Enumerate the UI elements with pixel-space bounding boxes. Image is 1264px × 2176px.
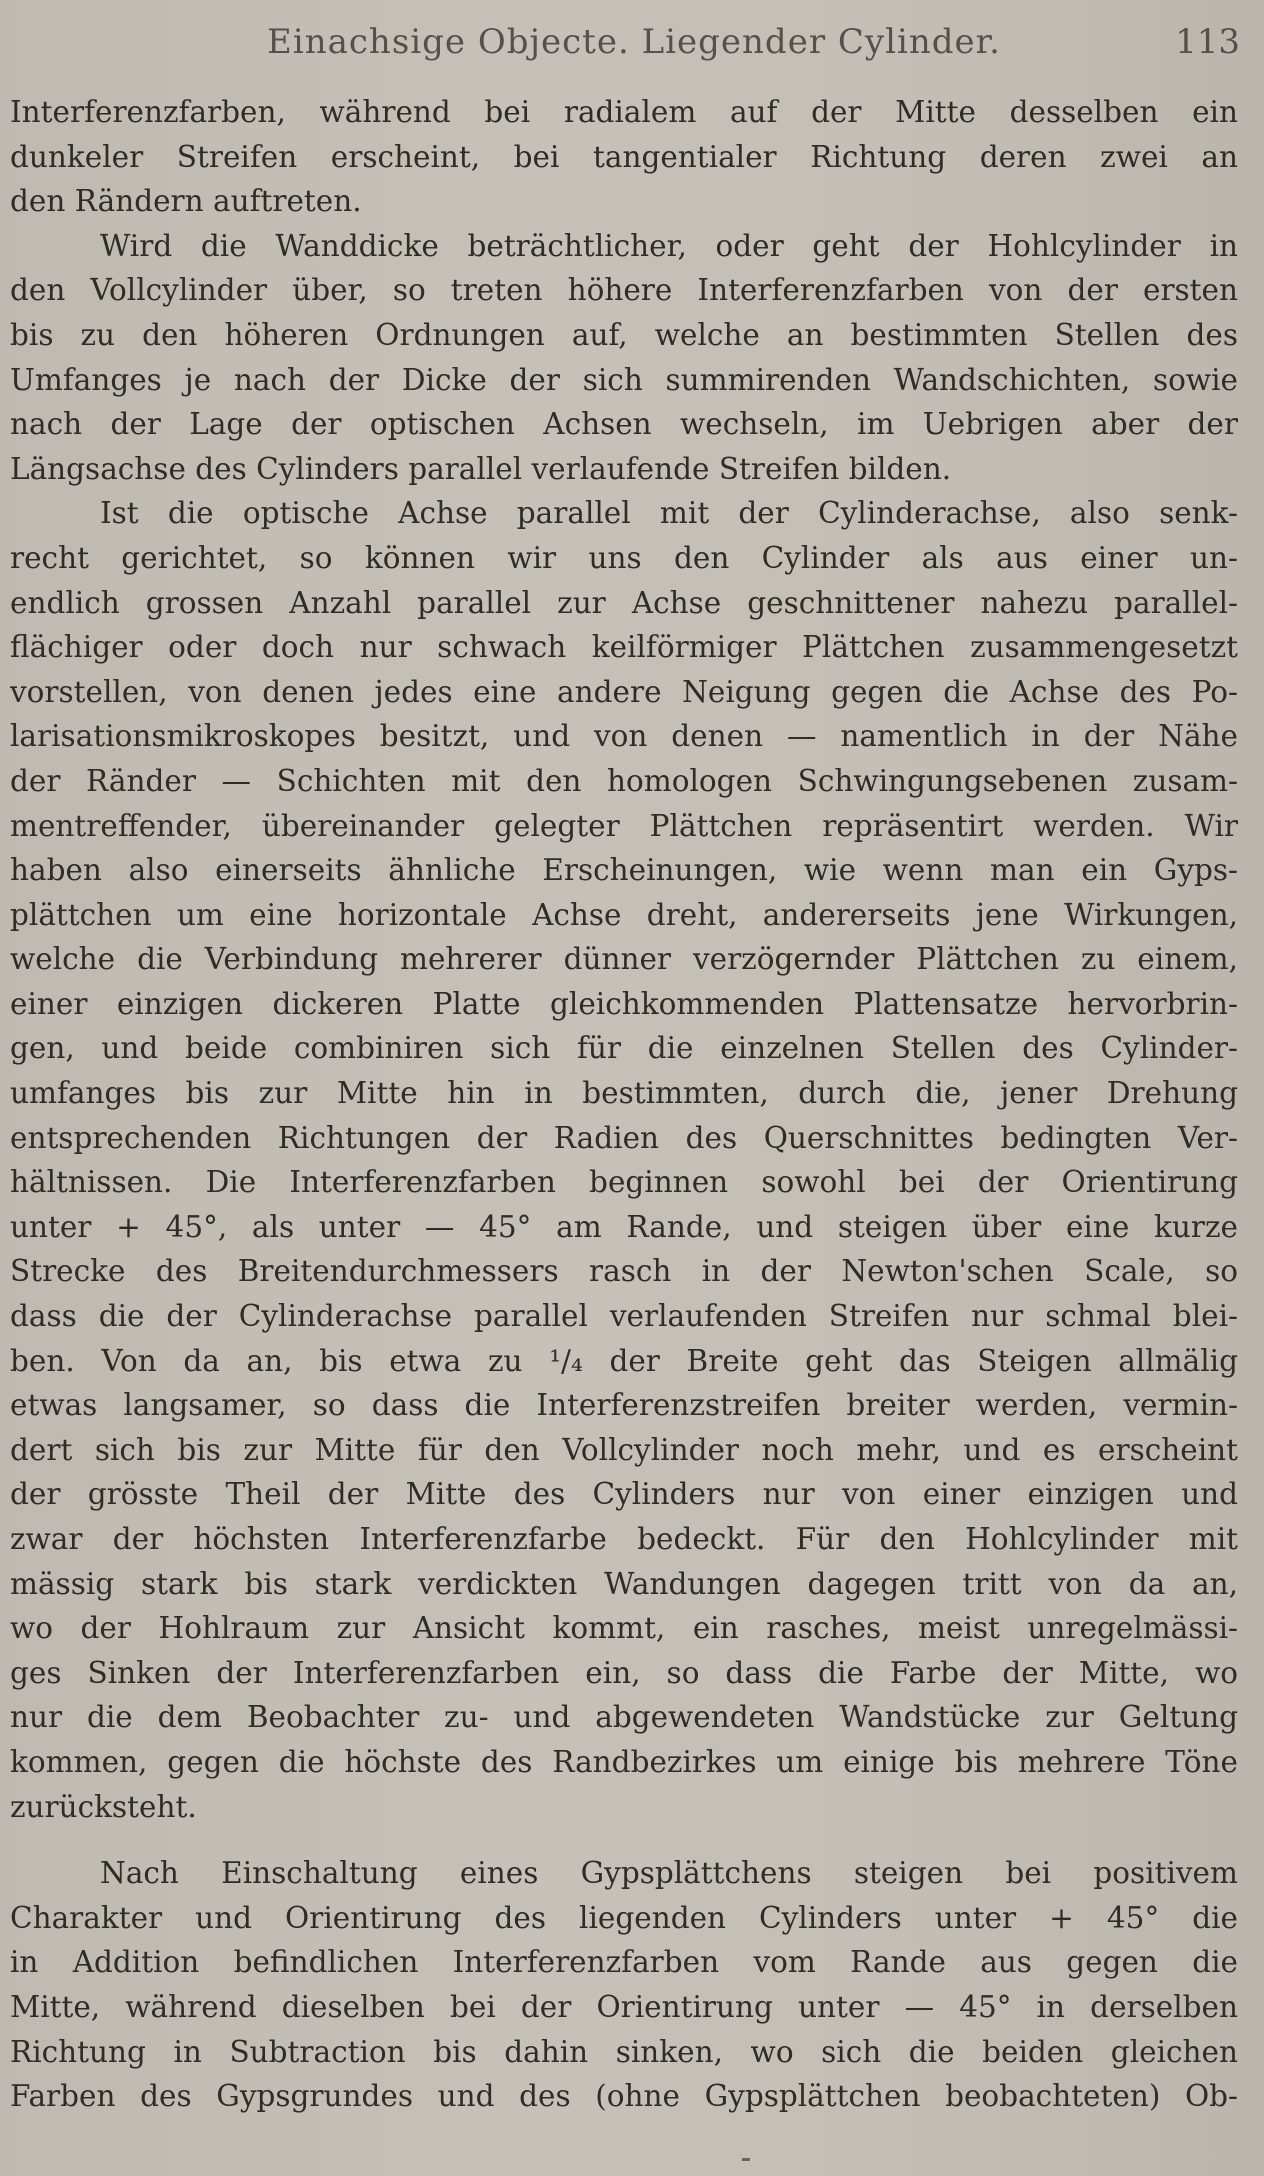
text-line: den Vollcylinder über, so treten höhere Interferenzfarben von der ersten (10, 273, 1238, 308)
print-mark (742, 2158, 750, 2161)
text-line: der grösste Theil der Mitte des Cylinders nur von einer einzigen und (10, 1477, 1238, 1512)
text-line: Ist die optische Achse parallel mit der Cylinderachse, also senk- (100, 496, 1238, 531)
text-line: umfanges bis zur Mitte hin in bestimmten, durch die, jener Drehung (10, 1076, 1238, 1111)
text-line: bis zu den höheren Ordnungen auf, welche an bestimmten Stellen des (10, 317, 1238, 352)
paragraph-gap (10, 1829, 1238, 1851)
body-text (10, 90, 1238, 2119)
text-line: haben also einerseits ähnliche Erscheinungen, wie wenn man ein Gyps- (10, 853, 1238, 888)
text-line: kommen, gegen die höchste des Randbezirkes um einige bis mehrere Töne (10, 1744, 1238, 1779)
text-line: vorstellen, von denen jedes eine andere Neigung gegen die Achse des Po- (10, 674, 1238, 709)
text-line: unter + 45°, als unter — 45° am Rande, und steigen über eine kurze (10, 1209, 1238, 1244)
text-line: wo der Hohlraum zur Ansicht kommt, ein rasches, meist unregelmässi- (10, 1611, 1238, 1646)
text-line: ben. Von da an, bis etwa zu ¹/₄ der Breite geht das Steigen allmälig (10, 1343, 1238, 1378)
text-line: endlich grossen Anzahl parallel zur Achse geschnittener nahezu parallel- (10, 585, 1238, 620)
text-line: Umfanges je nach der Dicke der sich summirenden Wandschichten, sowie (10, 362, 1238, 397)
text-line: ges Sinken der Interferenzfarben ein, so dass die Farbe der Mitte, wo (10, 1655, 1238, 1690)
text-line: Wird die Wanddicke beträchtlicher, oder geht der Hohlcylinder in (100, 228, 1238, 263)
text-line: mässig stark bis stark verdickten Wandungen dagegen tritt von da an, (10, 1566, 1238, 1601)
text-line: zwar der höchsten Interferenzfarbe bedeckt. Für den Hohlcylinder mit (10, 1522, 1238, 1556)
text-line: entsprechenden Richtungen der Radien des Querschnittes bedingten Ver- (10, 1120, 1238, 1155)
text-line: etwas langsamer, so dass die Interferenzstreifen breiter werden, vermin- (10, 1388, 1238, 1423)
text-line: Charakter und Orientirung des liegenden Cylinders unter + 45° die (10, 1900, 1238, 1935)
page-number: 113 (1175, 22, 1240, 62)
text-line: recht gerichtet, so können wir uns den Cylinder als aus einer un- (10, 540, 1238, 575)
text-line: Farben des Gypsgrundes und des (ohne Gypsplättchen beobachteten) Ob- (10, 2079, 1238, 2114)
text-line: Richtung in Subtraction bis dahin sinken, wo sich die beiden gleichen (10, 2034, 1238, 2069)
text-line: nach der Lage der optischen Achsen wechseln, im Uebrigen aber der (10, 407, 1238, 442)
header-title: Einachsige Objecte. Liegender Cylinder. (267, 22, 1001, 62)
text-line: plättchen um eine horizontale Achse dreht, andererseits jene Wirkungen, (10, 897, 1238, 932)
text-line: Strecke des Breitendurchmessers rasch in der Newton'schen Scale, so (10, 1254, 1238, 1289)
text-line: den Rändern auftreten. (10, 184, 362, 219)
text-line: dass die der Cylinderachse parallel verlaufenden Streifen nur schmal blei- (10, 1299, 1238, 1334)
text-line: hältnissen. Die Interferenzfarben beginnen sowohl bei der Orientirung (10, 1165, 1238, 1200)
text-line: Nach Einschaltung eines Gypsplättchens steigen bei positivem (100, 1856, 1238, 1891)
text-line: dunkeler Streifen erscheint, bei tangentialer Richtung deren zwei an (10, 139, 1238, 174)
text-line: Mitte, während dieselben bei der Orientirung unter — 45° in derselben (10, 1989, 1238, 2024)
text-line: einer einzigen dickeren Platte gleichkommenden Plattensatze hervorbrin- (10, 986, 1238, 1021)
text-line: welche die Verbindung mehrerer dünner verzögernder Plättchen zu einem, (10, 942, 1238, 977)
text-line: mentreffender, übereinander gelegter Plättchen repräsentirt werden. Wir (10, 808, 1238, 843)
text-line: zurücksteht. (10, 1789, 197, 1824)
text-line: flächiger oder doch nur schwach keilförmiger Plättchen zusammengesetzt (10, 630, 1238, 665)
text-line: larisationsmikroskopes besitzt, und von denen — namentlich in der Nähe (10, 719, 1238, 754)
text-line: der Ränder — Schichten mit den homologen Schwingungsebenen zusam- (10, 763, 1238, 798)
text-line: gen, und beide combiniren sich für die einzelnen Stellen des Cylinder- (10, 1031, 1238, 1066)
text-line: dert sich bis zur Mitte für den Vollcylinder noch mehr, und es erscheint (10, 1432, 1238, 1467)
text-line: in Addition befindlichen Interferenzfarben vom Rande aus gegen die (10, 1945, 1238, 1980)
running-header (10, 22, 1258, 68)
text-line: Interferenzfarben, während bei radialem auf der Mitte desselben ein (10, 95, 1238, 129)
text-line: nur die dem Beobachter zu- und abgewendeten Wandstücke zur Geltung (10, 1700, 1238, 1735)
text-line: Längsachse des Cylinders parallel verlaufende Streifen bilden. (10, 451, 952, 486)
